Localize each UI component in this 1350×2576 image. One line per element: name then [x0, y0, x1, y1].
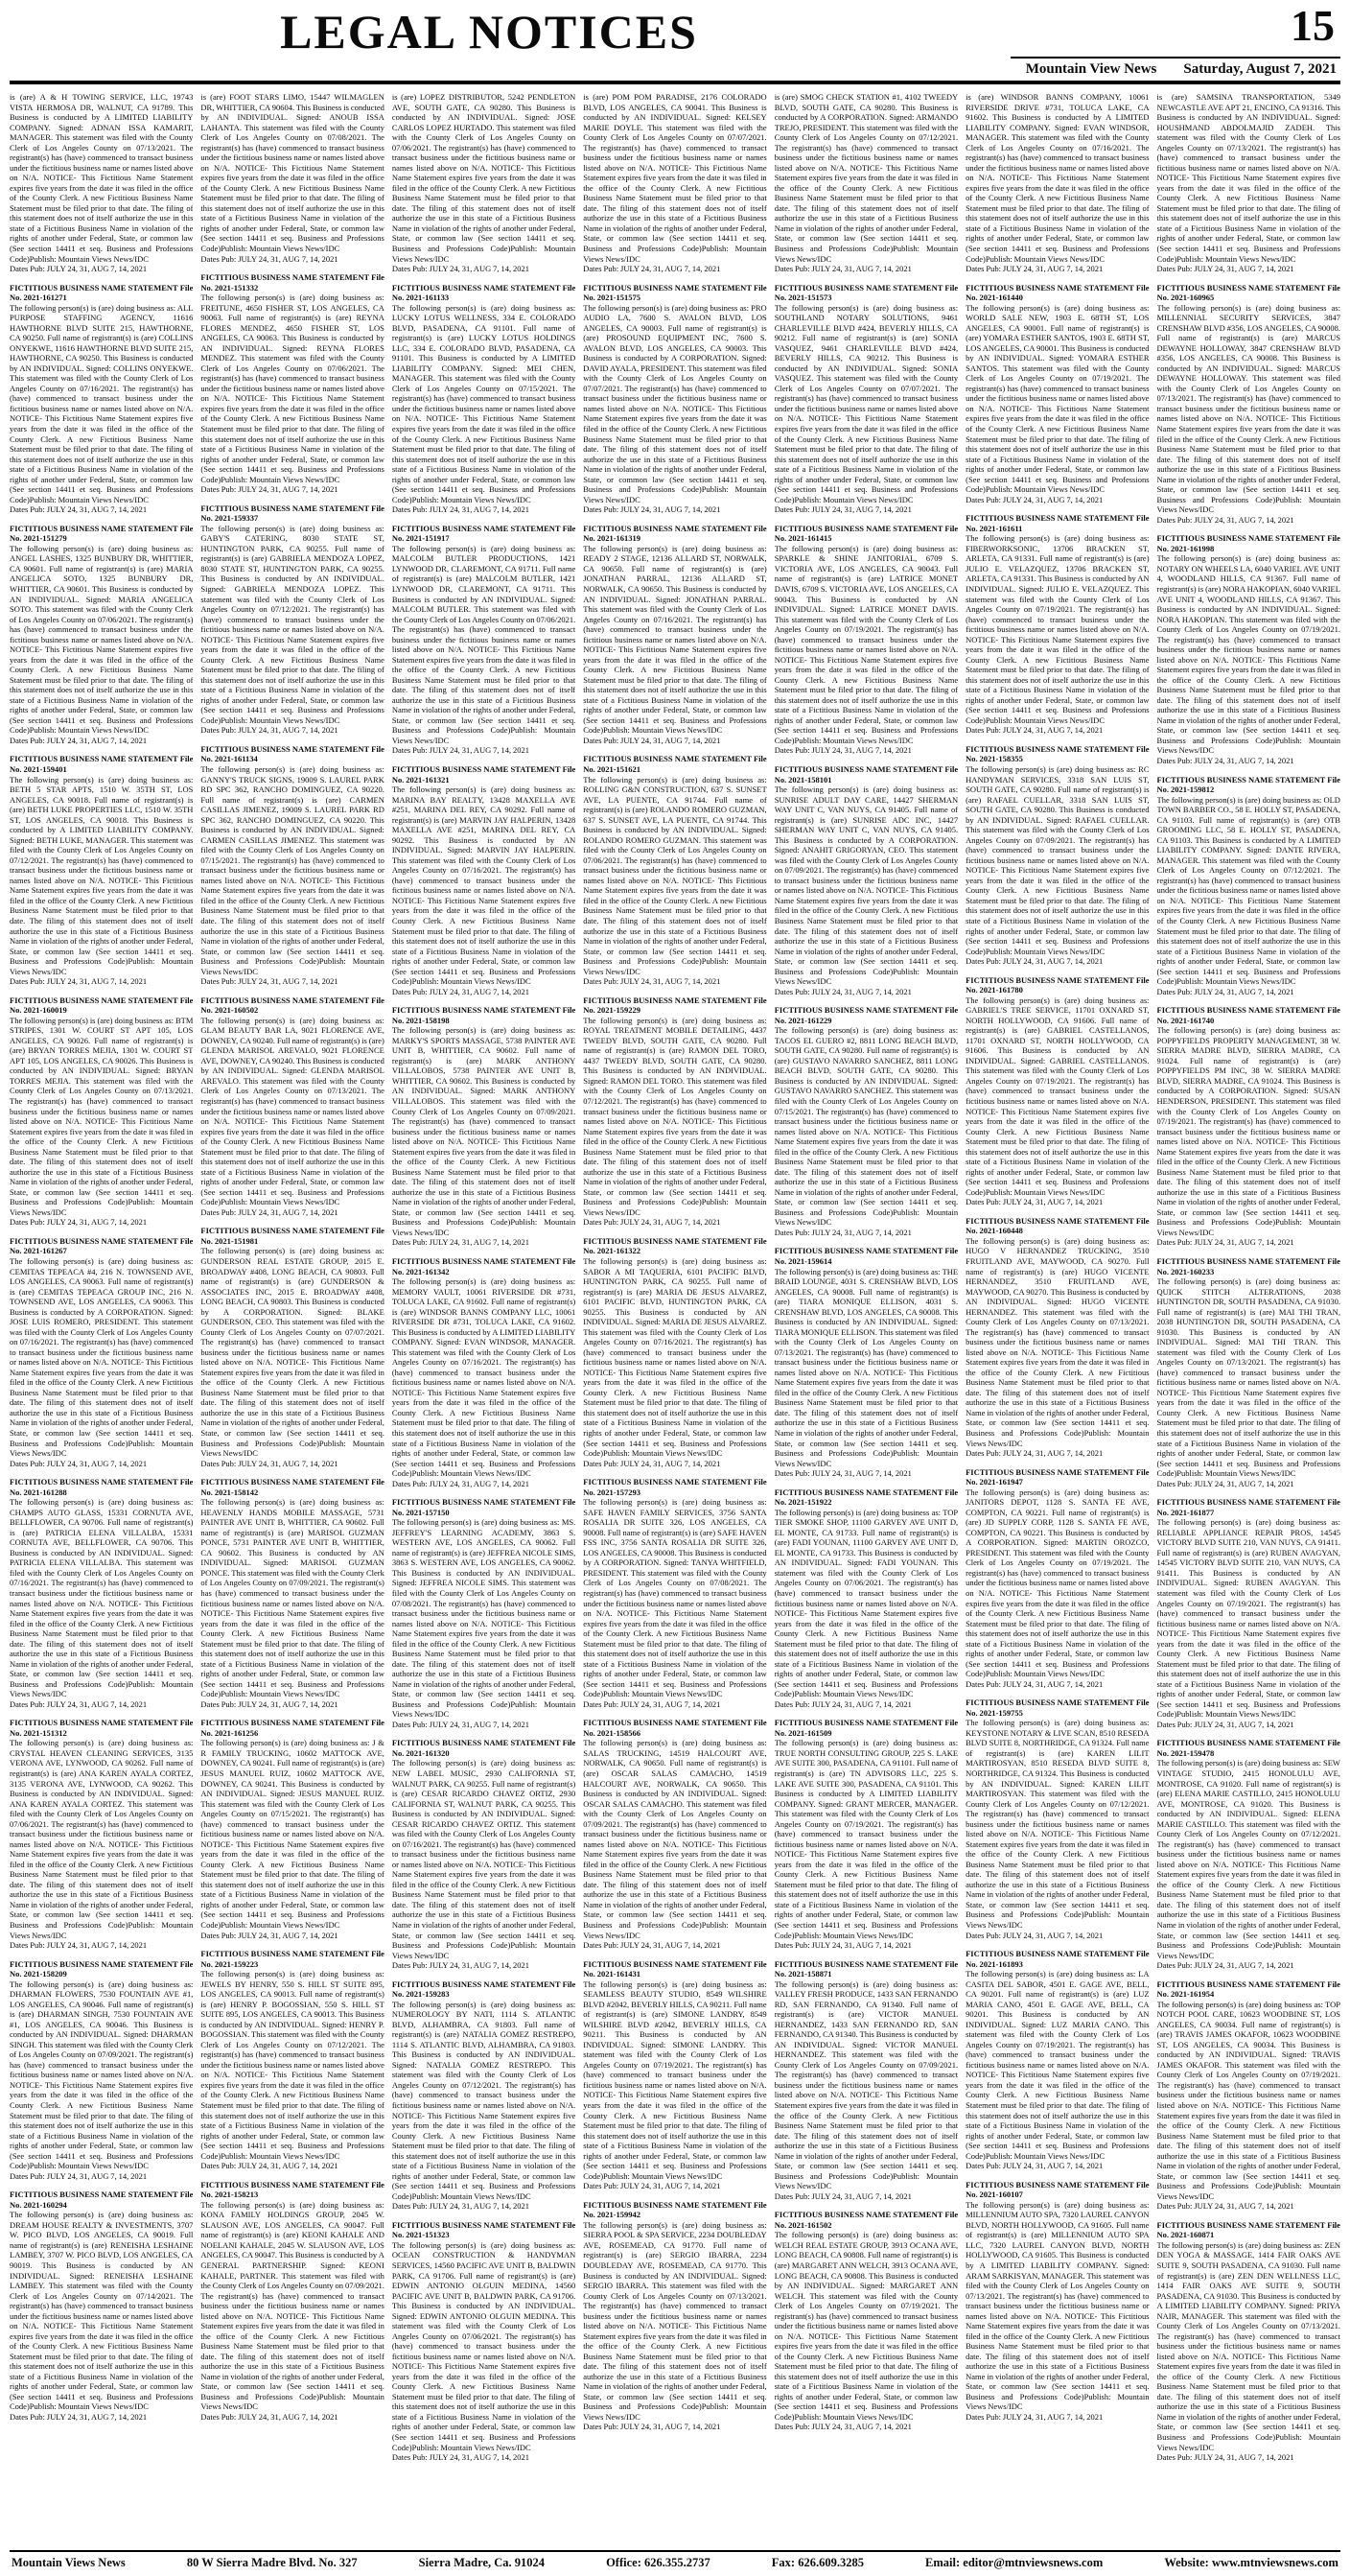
notice-body: The following person(s) is (are) doing business as: TACOS EL GUERO #2, 8811 LONG BEACH BLVD, SOUTH GATE, CA 90280. Full name of registrant(s) is (are) GUSTAVO NAVARRO SANCHEZ, 8811 LONG BEACH BLVD, SOUTH GATE, CA 90280. This Business is conducted by AN INDIVIDUAL. Signed: GUSTAVO NAVARRO SANCHEZ. This statement was filed with the County Clerk of Los Angeles County on 07/15/2021. The registrant(s) has (have) commenced to transact business under the fictitious business name or names listed above on N/A. NOTICE- This Fictitious Name Statement expires five years from the date it was filed in the office of the County Clerk. A new Fictitious Business Name Statement must be filed prior to that date. The filing of this statement does not of itself authorize the use in this state of a Fictitious Business Name in violation of the rights of another under Federal, State, or common law (See section 14411 et seq. Business and Professions Code)Publish: Mountain Views News/IDC	[774, 1025, 959, 1228]
notice-dates: Dates Pub: JULY 24, 31, AUG 7, 14, 2021	[200, 2161, 338, 2171]
legal-notice	[583, 1959, 766, 2191]
notice-dates: Dates Pub: JULY 24, 31, AUG 7, 14, 2021	[966, 264, 1104, 274]
notice-dates: Dates Pub: JULY 24, 31, AUG 7, 14, 2021	[1156, 756, 1294, 765]
legal-notice	[392, 1979, 575, 2212]
notice-dates: Dates Pub: JULY 24, 31, AUG 7, 14, 2021	[10, 1940, 148, 1951]
legal-notice	[392, 1256, 575, 1488]
legal-notice	[775, 1959, 958, 2202]
legal-notice	[10, 1959, 193, 2182]
notice-dates: Dates Pub: JULY 24, 31, AUG 7, 14, 2021	[774, 986, 912, 996]
notice-dates: Dates Pub: JULY 24, 31, AUG 7, 14, 2021	[774, 1940, 912, 1951]
notice-column-3	[392, 92, 575, 2547]
notice-column-6	[966, 92, 1149, 2547]
notice-dates: Dates Pub: JULY 24, 31, AUG 7, 14, 2021	[774, 1698, 912, 1709]
notice-dates: Dates Pub: JULY 24, 31, AUG 7, 14, 2021	[1156, 1478, 1294, 1488]
legal-notice	[392, 524, 575, 756]
notice-dates: Dates Pub: JULY 24, 31, AUG 7, 14, 2021	[966, 2411, 1104, 2422]
notice-dates: Dates Pub: JULY 24, 31, AUG 7, 14, 2021	[583, 1940, 721, 1951]
notice-heading: FICTITIOUS BUSINESS NAME STATEMENT File No. 2021-161998	[1156, 533, 1340, 553]
legal-notice	[966, 1698, 1149, 1940]
notice-heading: FICTITIOUS BUSINESS NAME STATEMENT File No. 2021-151575	[583, 282, 767, 303]
legal-notice	[1157, 1005, 1340, 1248]
notice-body: The following person(s) is (are) doing business as: MALCOLM BUTLER PRODUCTIONS, 1421 LYNWOOD DR, CLAREMONT, CA 91711. Full name of registrant(s) is (are) MALCOLM BUTLER, 1421 LYNWOOD DR, CLAREMONT, CA 91711. This Business is conducted by AN INDIVIDUAL. Signed: MALCOLM BUTLER. This statement was filed with the County Clerk of Los Angeles County on 07/06/2021. The registrant(s) has (have) commenced to transact business under the fictitious business name or names listed above on N/A. NOTICE- This Fictitious Name Statement expires five years from the date it was filed in the office of the County Clerk. A new Fictitious Business Name Statement must be filed prior to that date. The filing of this statement does not of itself authorize the use in this state of a Fictitious Business Name in violation of the rights of another under Federal, State, or common law (See section 14411 et seq. Business and Professions Code)Publish: Mountain Views News/IDC	[391, 543, 576, 745]
notice-dates: Dates Pub: JULY 24, 31, AUG 7, 14, 2021	[10, 264, 148, 274]
legal-notice	[10, 1477, 193, 1709]
legal-notice	[200, 995, 384, 1218]
notice-dates: Dates Pub: JULY 24, 31, AUG 7, 14, 2021	[391, 1719, 529, 1729]
notice-dates: Dates Pub: JULY 24, 31, AUG 7, 14, 2021	[583, 504, 721, 515]
notice-body: The following person(s) is (are) doing business as: FIBERWORKSONIC, 13706 BRACKEN ST, ARLETA, CA 91331. Full name of registrant(s) is (are) JULIO E. VELAZQUEZ, 13706 BRACKEN ST, ARLETA, CA 91331. This Business is conducted by AN INDIVIDUAL. Signed: JULIO E. VELAZQUEZ. This statement was filed with the County Clerk of Los Angeles County on 07/19/2021. The registrant(s) has (have) commenced to transact business under the fictitious business name or names listed above on N/A. NOTICE- This Fictitious Name Statement expires five years from the date it was filed in the office of the County Clerk. A new Fictitious Business Name Statement must be filed prior to that date. The filing of this statement does not of itself authorize the use in this state of a Fictitious Business Name in violation of the rights of another under Federal, State, or common law (See section 14411 et seq. Business and Professions Code)Publish: Mountain Views News/IDC	[966, 533, 1150, 725]
notice-body: The following person(s) is (are) doing business as: TOP NOTCH POOL CARE, 10623 WOODBINE ST, LOS ANGELES, CA 90034. Full name of registrant(s) is (are) TRAVIS JAMES OKAFOR, 10623 WOODBINE ST, LOS ANGELES, CA 90034. This Business is conducted by AN INDIVIDUAL. Signed: TRAVIS JAMES OKAFOR. This statement was filed with the County Clerk of Los Angeles County on 07/19/2021. The registrant(s) has (have) commenced to transact business under the fictitious business name or names listed above on N/A. NOTICE- This Fictitious Name Statement expires five years from the date it was filed in the office of the County Clerk. A new Fictitious Business Name Statement must be filed prior to that date. The filing of this statement does not of itself authorize the use in this state of a Fictitious Business Name in violation of the rights of another under Federal, State, or common law (See section 14411 et seq. Business and Professions Code)Publish: Mountain Views News/IDC	[1156, 1999, 1340, 2201]
notice-column-5	[775, 92, 958, 2547]
notice-body: The following person(s) is (are) doing business as: OLD TOWN BARBER CO., 58 E. HOLLY ST, PASADENA, CA 91103. Full name of registrant(s) is (are) OTB GROOMING LLC, 58 E. HOLLY ST, PASADENA, CA 91103. This Business is conducted by A LIMITED LIABILITY COMPANY. Signed: DANTE RIVERA, MANAGER. This statement was filed with the County Clerk of Los Angeles County on 07/12/2021. The registrant(s) has (have) commenced to transact business under the fictitious business name or names listed above on N/A. NOTICE- This Fictitious Name Statement expires five years from the date it was filed in the office of the County Clerk. A new Fictitious Business Name Statement must be filed prior to that date. The filing of this statement does not of itself authorize the use in this state of a Fictitious Business Name in violation of the rights of another under Federal, State, or common law (See section 14411 et seq. Business and Professions Code)Publish: Mountain Views News/IDC	[1156, 794, 1340, 987]
notice-body: The following person(s) is (are) doing business as: SAFE HAVEN FAMILY SERVICES, 3756 SANTA ROSALIA DR SUITE 326, LOS ANGELES, CA 90008. Full name of registrant(s) is (are) SAFE HAVEN FSS INC, 3756 SANTA ROSALIA DR SUITE 326, LOS ANGELES, CA 90008. This Business is conducted by A CORPORATION. Signed: TANYA WHITFIELD, PRESIDENT. This statement was filed with the County Clerk of Los Angeles County on 07/08/2021. The registrant(s) has (have) commenced to transact business under the fictitious business name or names listed above on N/A. NOTICE- This Fictitious Name Statement expires five years from the date it was filed in the office of the County Clerk. A new Fictitious Business Name Statement must be filed prior to that date. The filing of this statement does not of itself authorize the use in this state of a Fictitious Business Name in violation of the rights of another under Federal, State, or common law (See section 14411 et seq. Business and Professions Code)Publish: Mountain Views News/IDC	[583, 1497, 767, 1699]
legal-notice	[10, 2190, 193, 2422]
notice-body: The following person(s) is (are) doing business as: NUMEROLOGY BY NATI, 1114 S. ATLANTIC BLVD, ALHAMBRA, CA 91803. Full name of registrant(s) is (are) NATALIA GOMEZ RESTREPO, 1114 S. ATLANTIC BLVD, ALHAMBRA, CA 91803. This Business is conducted by AN INDIVIDUAL. Signed: NATALIA GOMEZ RESTREPO. This statement was filed with the County Clerk of Los Angeles County on 07/12/2021. The registrant(s) has (have) commenced to transact business under the fictitious business name or names listed above on N/A. NOTICE- This Fictitious Name Statement expires five years from the date it was filed in the office of the County Clerk. A new Fictitious Business Name Statement must be filed prior to that date. The filing of this statement does not of itself authorize the use in this state of a Fictitious Business Name in violation of the rights of another under Federal, State, or common law (See section 14411 et seq. Business and Professions Code)Publish: Mountain Views News/IDC	[391, 1999, 576, 2201]
legal-notice	[200, 272, 384, 495]
notice-dates: Dates Pub: JULY 24, 31, AUG 7, 14, 2021	[774, 745, 912, 756]
notice-body: The following person(s) is (are) doing business as: TRUE NORTH CONSULTING GROUP, 225 S. LAKE AVE SUITE 300, PASADENA, CA 91101. Full name of registrant(s) is (are) TN ADVISORS LLC, 225 S. LAKE AVE SUITE 300, PASADENA, CA 91101. This Business is conducted by A LIMITED LIABILITY COMPANY. Signed: GRANT MERCER, MANAGER. This statement was filed with the County Clerk of Los Angeles County on 07/19/2021. The registrant(s) has (have) commenced to transact business under the fictitious business name or names listed above on N/A. NOTICE- This Fictitious Name Statement expires five years from the date it was filed in the office of the County Clerk. A new Fictitious Business Name Statement must be filed prior to that date. The filing of this statement does not of itself authorize the use in this state of a Fictitious Business Name in violation of the rights of another under Federal, State, or common law (See section 14411 et seq. Business and Professions Code)Publish: Mountain Views News/IDC	[774, 1738, 959, 1940]
notice-heading: FICTITIOUS BUSINESS NAME STATEMENT File No. 2021-161256	[200, 1718, 384, 1738]
notice-heading: FICTITIOUS BUSINESS NAME STATEMENT File No. 2021-161321	[391, 764, 576, 785]
notice-body: is (are) SMOG CHECK STATION #1, 4102 TWEEDY BLVD, SOUTH GATE, CA 90280. This Business is conducted by A CORPORATION. Signed: ARMANDO TREJO, PRESIDENT. This statement was filed with the County Clerk of Los Angeles County on 07/12/2021. The registrant(s) has (have) commenced to transact business under the fictitious business name or names listed above on N/A. NOTICE- This Fictitious Name Statement expires five years from the date it was filed in the office of the County Clerk. A new Fictitious Business Name Statement must be filed prior to that date. The filing of this statement does not of itself authorize the use in this state of a Fictitious Business Name in violation of the rights of another under Federal, State, or common law (See section 14411 et seq. Business and Professions Code)Publish: Mountain Views News/IDC	[774, 92, 959, 264]
notice-heading: FICTITIOUS BUSINESS NAME STATEMENT File No. 2021-158213	[200, 2179, 384, 2200]
notice-dates: Dates Pub: JULY 24, 31, AUG 7, 14, 2021	[200, 1458, 338, 1468]
legal-notice	[583, 995, 766, 1228]
notice-heading: FICTITIOUS BUSINESS NAME STATEMENT File No. 2021-161267	[10, 1235, 194, 1256]
dateline	[1011, 57, 1340, 78]
notice-dates: Dates Pub: JULY 24, 31, AUG 7, 14, 2021	[1156, 986, 1294, 996]
legal-notice	[392, 283, 575, 515]
notice-heading: FICTITIOUS BUSINESS NAME STATEMENT File No. 2021-151279	[10, 523, 194, 544]
legal-notice	[775, 283, 958, 515]
notice-heading: FICTITIOUS BUSINESS NAME STATEMENT File No. 2021-160871	[1156, 2219, 1340, 2240]
notice-heading: FICTITIOUS BUSINESS NAME STATEMENT File No. 2021-160107	[966, 2179, 1150, 2200]
notice-dates: Dates Pub: JULY 24, 31, AUG 7, 14, 2021	[583, 1217, 721, 1228]
notice-dates: Dates Pub: JULY 24, 31, AUG 7, 14, 2021	[391, 2452, 529, 2463]
notice-dates: Dates Pub: JULY 24, 31, AUG 7, 14, 2021	[583, 1698, 721, 1709]
legal-notice	[10, 524, 193, 746]
legal-notice	[775, 2210, 958, 2432]
legal-notice	[200, 1226, 384, 1468]
footer-segment: Office: 626.355.2737	[606, 2556, 710, 2569]
notice-heading: FICTITIOUS BUSINESS NAME STATEMENT File No. 2021-159283	[391, 1979, 576, 2000]
notice-heading: FICTITIOUS BUSINESS NAME STATEMENT File No. 2021-151323	[391, 2219, 576, 2240]
notice-body: The following person(s) is (are) doing business as: POPPYFIELDS PROPERTY MANAGEMENT, 38 W. SIERRA MADRE BLVD, SIERRA MADRE, CA 91024. Full name of registrant(s) is (are) POPPYFIELDS PM INC, 38 W. SIERRA MADRE BLVD, SIERRA MADRE, CA 91024. This Business is conducted by A CORPORATION. Signed: SUSAN HENDERSON, PRESIDENT. This statement was filed with the County Clerk of Los Angeles County on 07/19/2021. The registrant(s) has (have) commenced to transact business under the fictitious business name or names listed above on N/A. NOTICE- This Fictitious Name Statement expires five years from the date it was filed in the office of the County Clerk. A new Fictitious Business Name Statement must be filed prior to that date. The filing of this statement does not of itself authorize the use in this state of a Fictitious Business Name in violation of the rights of another under Federal, State, or common law (See section 14411 et seq. Business and Professions Code)Publish: Mountain Views News/IDC	[1156, 1025, 1340, 1237]
notice-dates: Dates Pub: JULY 24, 31, AUG 7, 14, 2021	[1156, 1237, 1294, 1248]
notice-heading: FICTITIOUS BUSINESS NAME STATEMENT File No. 2021-160233	[1156, 1255, 1340, 1276]
notice-body: The following person(s) is (are) doing business as: JANITORS DEPOT, 1128 S. SANTA FE AVE, COMPTON, CA 90221. Full name of registrant(s) is (are) JD SUPPLY CORP, 1128 S. SANTA FE AVE, COMPTON, CA 90221. This Business is conducted by A CORPORATION. Signed: MARTIN OROZCO, PRESIDENT. This statement was filed with the County Clerk of Los Angeles County on 07/19/2021. The registrant(s) has (have) commenced to transact business under the fictitious business name or names listed above on N/A. NOTICE- This Fictitious Name Statement expires five years from the date it was filed in the office of the County Clerk. A new Fictitious Business Name Statement must be filed prior to that date. The filing of this statement does not of itself authorize the use in this state of a Fictitious Business Name in violation of the rights of another under Federal, State, or common law (See section 14411 et seq. Business and Professions Code)Publish: Mountain Views News/IDC	[966, 1487, 1150, 1679]
notice-heading: FICTITIOUS BUSINESS NAME STATEMENT File No. 2021-158142	[200, 1477, 384, 1497]
legal-notice	[583, 1477, 766, 1709]
notice-body: The following person(s) is (are) doing business as: GANNY'S TRUCK SIGNS, 19009 S. LAUREL PARK RD SPC 362, RANCHO DOMINGUEZ, CA 90220. Full name of registrant(s) is (are) CARMEN CASILLAS JIMENEZ, 19009 S. LAUREL PARK RD SPC 362, RANCHO DOMINGUEZ, CA 90220. This Business is conducted by AN INDIVIDUAL. Signed: CARMEN CASILLAS JIMENEZ. This statement was filed with the County Clerk of Los Angeles County on 07/15/2021. The registrant(s) has (have) commenced to transact business under the fictitious business name or names listed above on N/A. NOTICE- This Fictitious Name Statement expires five years from the date it was filed in the office of the County Clerk. A new Fictitious Business Name Statement must be filed prior to that date. The filing of this statement does not of itself authorize the use in this state of a Fictitious Business Name in violation of the rights of another under Federal, State, or common law (See section 14411 et seq. Business and Professions Code)Publish: Mountain Views News/IDC	[200, 764, 384, 976]
notice-dates: Dates Pub: JULY 24, 31, AUG 7, 14, 2021	[774, 504, 912, 515]
legal-notice	[966, 975, 1149, 1207]
notice-body: The following person(s) is (are) doing business as: ROLLING G&N CONSTRUCTION, 637 S. SUNSET AVE, LA PUENTE, CA 91744. Full name of registrant(s) is (are) ROLANDO ROMERO GUZMAN, 637 S. SUNSET AVE, LA PUENTE, CA 91744. This Business is conducted by AN INDIVIDUAL. Signed: ROLANDO ROMERO GUZMAN. This statement was filed with the County Clerk of Los Angeles County on 07/06/2021. The registrant(s) has (have) commenced to transact business under the fictitious business name or names listed above on N/A. NOTICE- This Fictitious Name Statement expires five years from the date it was filed in the office of the County Clerk. A new Fictitious Business Name Statement must be filed prior to that date. The filing of this statement does not of itself authorize the use in this state of a Fictitious Business Name in violation of the rights of another under Federal, State, or common law (See section 14411 et seq. Business and Professions Code)Publish: Mountain Views News/IDC	[583, 774, 767, 976]
notice-body: The following person(s) is (are) doing business as: READY 2 STAGE, 12136 ALLARD ST, NORWALK, CA 90650. Full name of registrant(s) is (are) JONATHAN PARRAL, 12136 ALLARD ST, NORWALK, CA 90650. This Business is conducted by AN INDIVIDUAL. Signed: JONATHAN PARRAL. This statement was filed with the County Clerk of Los Angeles County on 07/16/2021. The registrant(s) has (have) commenced to transact business under the fictitious business name or names listed above on N/A. NOTICE- This Fictitious Name Statement expires five years from the date it was filed in the office of the County Clerk. A new Fictitious Business Name Statement must be filed prior to that date. The filing of this statement does not of itself authorize the use in this state of a Fictitious Business Name in violation of the rights of another under Federal, State, or common law (See section 14411 et seq. Business and Professions Code)Publish: Mountain Views News/IDC	[583, 543, 767, 736]
notice-body: The following person(s) is (are) doing business as: CEMITAS TEPEACA #4, 216 N. TOWNSEND AVE, LOS ANGELES, CA 90063. Full name of registrant(s) is (are) CEMITAS TEPEACA GROUP INC, 216 N. TOWNSEND AVE, LOS ANGELES, CA 90063. This Business is conducted by A CORPORATION. Signed: JOSE LUIS ROMERO, PRESIDENT. This statement was filed with the County Clerk of Los Angeles County on 07/16/2021. The registrant(s) has (have) commenced to transact business under the fictitious business name or names listed above on N/A. NOTICE- This Fictitious Name Statement expires five years from the date it was filed in the office of the County Clerk. A new Fictitious Business Name Statement must be filed prior to that date. The filing of this statement does not of itself authorize the use in this state of a Fictitious Business Name in violation of the rights of another under Federal, State, or common law (See section 14411 et seq. Business and Professions Code)Publish: Mountain Views News/IDC	[10, 1255, 194, 1459]
legal-notice	[966, 1949, 1149, 2171]
notice-dates: Dates Pub: JULY 24, 31, AUG 7, 14, 2021	[10, 1217, 148, 1228]
notice-body: is (are) LOPEZ DISTRIBUTOR, 5242 PENDLETON AVE, SOUTH GATE, CA 90280. This Business is conducted by AN INDIVIDUAL. Signed: JOSE CARLOS LOPEZ HURTADO. This statement was filed with the County Clerk of Los Angeles County on 07/06/2021. The registrant(s) has (have) commenced to transact business under the fictitious business name or names listed above on N/A. NOTICE- This Fictitious Name Statement expires five years from the date it was filed in the office of the County Clerk. A new Fictitious Business Name Statement must be filed prior to that date. The filing of this statement does not of itself authorize the use in this state of a Fictitious Business Name in violation of the rights of another under Federal, State, or common law (See section 14411 et seq. Business and Professions Code)Publish: Mountain Views News/IDC	[391, 92, 576, 264]
notice-heading: FICTITIOUS BUSINESS NAME STATEMENT File No. 2021-159755	[966, 1698, 1150, 1718]
legal-notice	[966, 283, 1149, 505]
notice-dates: Dates Pub: JULY 24, 31, AUG 7, 14, 2021	[966, 494, 1104, 504]
notice-heading: FICTITIOUS BUSINESS NAME STATEMENT File No. 2021-159337	[200, 503, 384, 524]
footer-segment: Sierra Madre, Ca. 91024	[418, 2556, 546, 2569]
notice-heading: FICTITIOUS BUSINESS NAME STATEMENT File No. 2021-161342	[391, 1255, 576, 1276]
legal-notice	[392, 2220, 575, 2463]
issue-date: Saturday, August 7, 2021	[1183, 61, 1337, 77]
notice-heading: FICTITIOUS BUSINESS NAME STATEMENT File No. 2021-158209	[10, 1958, 194, 1979]
notice-heading: FICTITIOUS BUSINESS NAME STATEMENT File No. 2021-159942	[583, 2199, 767, 2220]
legal-notices-columns	[10, 84, 1340, 2547]
notice-heading: FICTITIOUS BUSINESS NAME STATEMENT File No. 2021-157150	[391, 1497, 576, 1517]
notice-body: The following person(s) is (are) doing business as: OCEAN CONSTRUCTION & HANDYMAN SERVICES, 14560 PACIFIC AVE UNIT B, BALDWIN PARK, CA 91706. Full name of registrant(s) is (are) EDWIN ANTONIO OLGUIN MEDINA, 14560 PACIFIC AVE UNIT B, BALDWIN PARK, CA 91706. This Business is conducted by AN INDIVIDUAL. Signed: EDWIN ANTONIO OLGUIN MEDINA. This statement was filed with the County Clerk of Los Angeles County on 07/06/2021. The registrant(s) has (have) commenced to transact business under the fictitious business name or names listed above on N/A. NOTICE- This Fictitious Name Statement expires five years from the date it was filed in the office of the County Clerk. A new Fictitious Business Name Statement must be filed prior to that date. The filing of this statement does not of itself authorize the use in this state of a Fictitious Business Name in violation of the rights of another under Federal, State, or common law (See section 14411 et seq. Business and Professions Code)Publish: Mountain Views News/IDC	[391, 2239, 576, 2452]
notice-heading: FICTITIOUS BUSINESS NAME STATEMENT File No. 2021-161877	[1156, 1497, 1340, 1517]
notice-body: The following person(s) is (are) doing business as: CHAMPS AUTO GLASS, 15331 CORNUTA AVE, BELLFLOWER, CA 90706. Full name of registrant(s) is (are) PATRICIA ELENA VILLALBA, 15331 CORNUTA AVE, BELLFLOWER, CA 90706. This Business is conducted by AN INDIVIDUAL. Signed: PATRICIA ELENA VILLALBA. This statement was filed with the County Clerk of Los Angeles County on 07/16/2021. The registrant(s) has (have) commenced to transact business under the fictitious business name or names listed above on N/A. NOTICE- This Fictitious Name Statement expires five years from the date it was filed in the office of the County Clerk. A new Fictitious Business Name Statement must be filed prior to that date. The filing of this statement does not of itself authorize the use in this state of a Fictitious Business Name in violation of the rights of another under Federal, State, or common law (See section 14411 et seq. Business and Professions Code)Publish: Mountain Views News/IDC	[10, 1497, 194, 1699]
legal-notice-continued	[392, 92, 575, 274]
legal-notice-continued	[583, 92, 766, 274]
notice-body: The following person(s) is (are) doing business as: QUICK STITCH ALTERATIONS, 2038 HUNTINGTON DR, SOUTH PASADENA, CA 91030. Full name of registrant(s) is (are) MAI THI TRAN, 2038 HUNTINGTON DR, SOUTH PASADENA, CA 91030. This Business is conducted by AN INDIVIDUAL. Signed: MAI THI TRAN. This statement was filed with the County Clerk of Los Angeles County on 07/13/2021. The registrant(s) has (have) commenced to transact business under the fictitious business name or names listed above on N/A. NOTICE- This Fictitious Name Statement expires five years from the date it was filed in the office of the County Clerk. A new Fictitious Business Name Statement must be filed prior to that date. The filing of this statement does not of itself authorize the use in this state of a Fictitious Business Name in violation of the rights of another under Federal, State, or common law (See section 14411 et seq. Business and Professions Code)Publish: Mountain Views News/IDC	[1156, 1276, 1340, 1479]
notice-body: is (are) FOOT STARS LIMO, 15447 WILMAGLEN DR, WHITTIER, CA 90604. This Business is conducted by AN INDIVIDUAL. Signed: ANOUB ISSA LAHANTA. This statement was filed with the County Clerk of Los Angeles County on 07/08/2021. The registrant(s) has (have) commenced to transact business under the fictitious business name or names listed above on N/A. NOTICE- This Fictitious Name Statement expires five years from the date it was filed in the office of the County Clerk. A new Fictitious Business Name Statement must be filed prior to that date. The filing of this statement does not of itself authorize the use in this state of a Fictitious Business Name in violation of the rights of another under Federal, State, or common law (See section 14411 et seq. Business and Professions Code)Publish: Mountain Views News/IDC	[200, 92, 384, 253]
notice-dates: Dates Pub: JULY 24, 31, AUG 7, 14, 2021	[966, 1678, 1104, 1689]
notice-dates: Dates Pub: JULY 24, 31, AUG 7, 14, 2021	[966, 1448, 1104, 1459]
notice-column-2	[200, 92, 384, 2547]
notice-body: The following person(s) is (are) doing business as: SPARKLE & SHINE JANITORIAL, 6709 S. VICTORIA AVE, LOS ANGELES, CA 90043. Full name of registrant(s) is (are) LATRICE MONET DAVIS, 6709 S. VICTORIA AVE, LOS ANGELES, CA 90043. This Business is conducted by AN INDIVIDUAL. Signed: LATRICE MONET DAVIS. This statement was filed with the County Clerk of Los Angeles County on 07/19/2021. The registrant(s) has (have) commenced to transact business under the fictitious business name or names listed above on N/A. NOTICE- This Fictitious Name Statement expires five years from the date it was filed in the office of the County Clerk. A new Fictitious Business Name Statement must be filed prior to that date. The filing of this statement does not of itself authorize the use in this state of a Fictitious Business Name in violation of the rights of another under Federal, State, or common law (See section 14411 et seq. Business and Professions Code)Publish: Mountain Views News/IDC	[774, 543, 959, 745]
legal-notice	[1157, 533, 1340, 765]
notice-dates: Dates Pub: JULY 24, 31, AUG 7, 14, 2021	[1156, 2452, 1294, 2463]
notice-body: The following person(s) is (are) doing business as: SUNRISE ADULT DAY CARE, 14427 SHERMAN WAY UNIT C, VAN NUYS, CA 91405. Full name of registrant(s) is (are) SUNRISE ADC INC, 14427 SHERMAN WAY UNIT C, VAN NUYS, CA 91405. This Business is conducted by A CORPORATION. Signed: ANAHIT GRIGORYAN, CEO. This statement was filed with the County Clerk of Los Angeles County on 07/09/2021. The registrant(s) has (have) commenced to transact business under the fictitious business name or names listed above on N/A. NOTICE- This Fictitious Name Statement expires five years from the date it was filed in the office of the County Clerk. A new Fictitious Business Name Statement must be filed prior to that date. The filing of this statement does not of itself authorize the use in this state of a Fictitious Business Name in violation of the rights of another under Federal, State, or common law (See section 14411 et seq. Business and Professions Code)Publish: Mountain Views News/IDC	[774, 785, 959, 987]
notice-body: The following person(s) is (are) doing business as: CRYSTAL HEAVEN CLEANING SERVICES, 3135 VERONA AVE, LYNWOOD, CA 90262. Full name of registrant(s) is (are) ANA KAREN AYALA CORTEZ, 3135 VERONA AVE, LYNWOOD, CA 90262. This Business is conducted by AN INDIVIDUAL. Signed: ANA KAREN AYALA CORTEZ. This statement was filed with the County Clerk of Los Angeles County on 07/06/2021. The registrant(s) has (have) commenced to transact business under the fictitious business name or names listed above on N/A. NOTICE- This Fictitious Name Statement expires five years from the date it was filed in the office of the County Clerk. A new Fictitious Business Name Statement must be filed prior to that date. The filing of this statement does not of itself authorize the use in this state of a Fictitious Business Name in violation of the rights of another under Federal, State, or common law (See section 14411 et seq. Business and Professions Code)Publish: Mountain Views News/IDC	[10, 1738, 194, 1940]
notice-heading: FICTITIOUS BUSINESS NAME STATEMENT File No. 2021-159614	[774, 1246, 959, 1266]
notice-body: The following person(s) is (are) doing business as: SEW VINTAGE STUDIO, 2415 HONOLULU AVE, MONTROSE, CA 91020. Full name of registrant(s) is (are) ELENA MARIE CASTILLO, 2415 HONOLULU AVE, MONTROSE, CA 91020. This Business is conducted by AN INDIVIDUAL. Signed: ELENA MARIE CASTILLO. This statement was filed with the County Clerk of Los Angeles County on 07/12/2021. The registrant(s) has (have) commenced to transact business under the fictitious business name or names listed above on N/A. NOTICE- This Fictitious Name Statement expires five years from the date it was filed in the office of the County Clerk. A new Fictitious Business Name Statement must be filed prior to that date. The filing of this statement does not of itself authorize the use in this state of a Fictitious Business Name in violation of the rights of another under Federal, State, or common law (See section 14411 et seq. Business and Professions Code)Publish: Mountain Views News/IDC	[1156, 1758, 1340, 1960]
notice-dates: Dates Pub: JULY 24, 31, AUG 7, 14, 2021	[1156, 514, 1294, 525]
notice-dates: Dates Pub: JULY 24, 31, AUG 7, 14, 2021	[774, 1227, 912, 1237]
legal-notice	[200, 744, 384, 987]
notice-body: The following person(s) is (are) doing business as: BETH 5 STAR APTS, 1510 W. 35TH ST, LOS ANGELES, CA 90018. Full name of registrant(s) is (are) BETH LUKE PROPERTIES LLC, 1510 W. 35TH ST, LOS ANGELES, CA 90018. This Business is conducted by A LIMITED LIABILITY COMPANY. Signed: BETH LUKE, MANAGER. This statement was filed with the County Clerk of Los Angeles County on 07/12/2021. The registrant(s) has (have) commenced to transact business under the fictitious business name or names listed above on N/A. NOTICE- This Fictitious Name Statement expires five years from the date it was filed in the office of the County Clerk. A new Fictitious Business Name Statement must be filed prior to that date. The filing of this statement does not of itself authorize the use in this state of a Fictitious Business Name in violation of the rights of another under Federal, State, or common law (See section 14411 et seq. Business and Professions Code)Publish: Mountain Views News/IDC	[10, 774, 194, 976]
notice-body: The following person(s) is (are) doing business as: WORLD SALE NEW, 1903 E. 68TH ST, LOS ANGELES, CA 90001. Full name of registrant(s) is (are) YOMARA ESTHER SANTOS, 1903 E. 68TH ST, LOS ANGELES, CA 90001. This Business is conducted by AN INDIVIDUAL. Signed: YOMARA ESTHER SANTOS. This statement was filed with the County Clerk of Los Angeles County on 07/19/2021. The registrant(s) has (have) commenced to transact business under the fictitious business name or names listed above on N/A. NOTICE- This Fictitious Name Statement expires five years from the date it was filed in the office of the County Clerk. A new Fictitious Business Name Statement must be filed prior to that date. The filing of this statement does not of itself authorize the use in this state of a Fictitious Business Name in violation of the rights of another under Federal, State, or common law (See section 14411 et seq. Business and Professions Code)Publish: Mountain Views News/IDC	[966, 302, 1150, 495]
legal-notice	[1157, 1738, 1340, 1970]
notice-body: The following person(s) is (are) doing business as: THE BRAID LOUNGE, 4031 S. CRENSHAW BLVD, LOS ANGELES, CA 90008. Full name of registrant(s) is (are) TIARA MONIQUE ELLISON, 4031 S. CRENSHAW BLVD, LOS ANGELES, CA 90008. This Business is conducted by AN INDIVIDUAL. Signed: TIARA MONIQUE ELLISON. This statement was filed with the County Clerk of Los Angeles County on 07/13/2021. The registrant(s) has (have) commenced to transact business under the fictitious business name or names listed above on N/A. NOTICE- This Fictitious Name Statement expires five years from the date it was filed in the office of the County Clerk. A new Fictitious Business Name Statement must be filed prior to that date. The filing of this statement does not of itself authorize the use in this state of a Fictitious Business Name in violation of the rights of another under Federal, State, or common law (See section 14411 et seq. Business and Professions Code)Publish: Mountain Views News/IDC	[774, 1266, 959, 1468]
legal-notice	[583, 1236, 766, 1468]
notice-dates: Dates Pub: JULY 24, 31, AUG 7, 14, 2021	[10, 735, 148, 745]
notice-dates: Dates Pub: JULY 24, 31, AUG 7, 14, 2021	[583, 264, 721, 274]
notice-heading: FICTITIOUS BUSINESS NAME STATEMENT File No. 2021-160965	[1156, 282, 1340, 303]
legal-notice	[775, 1005, 958, 1237]
legal-notice	[10, 1718, 193, 1950]
notice-heading: FICTITIOUS BUSINESS NAME STATEMENT File No. 2021-158101	[774, 764, 959, 785]
notice-body: The following person(s) is (are) doing business as: DREAM HOUSE REALTY & INVESTMENTS, 3707 W. PICO BLVD, LOS ANGELES, CA 90019. Full name of registrant(s) is (are) RENEISHA LESHAINE LAMBEY, 3707 W. PICO BLVD, LOS ANGELES, CA 90019. This Business is conducted by AN INDIVIDUAL. Signed: RENEISHA LESHAINE LAMBEY. This statement was filed with the County Clerk of Los Angeles County on 07/14/2021. The registrant(s) has (have) commenced to transact business under the fictitious business name or names listed above on N/A. NOTICE- This Fictitious Name Statement expires five years from the date it was filed in the office of the County Clerk. A new Fictitious Business Name Statement must be filed prior to that date. The filing of this statement does not of itself authorize the use in this state of a Fictitious Business Name in violation of the rights of another under Federal, State, or common law (See section 14411 et seq. Business and Professions Code)Publish: Mountain Views News/IDC	[10, 2210, 194, 2412]
legal-notice	[392, 1738, 575, 1970]
notice-heading: FICTITIOUS BUSINESS NAME STATEMENT File No. 2021-151917	[391, 523, 576, 544]
notice-heading: FICTITIOUS BUSINESS NAME STATEMENT File No. 2021-161509	[774, 1718, 959, 1738]
notice-heading: FICTITIOUS BUSINESS NAME STATEMENT File No. 2021-151621	[583, 754, 767, 774]
legal-notice	[775, 1487, 958, 1710]
notice-heading: FICTITIOUS BUSINESS NAME STATEMENT File No. 2021-158355	[966, 743, 1150, 764]
notice-dates: Dates Pub: JULY 24, 31, AUG 7, 14, 2021	[966, 2161, 1104, 2171]
notice-dates: Dates Pub: JULY 24, 31, AUG 7, 14, 2021	[1156, 264, 1294, 274]
notice-dates: Dates Pub: JULY 24, 31, AUG 7, 14, 2021	[391, 986, 529, 996]
notice-dates: Dates Pub: JULY 24, 31, AUG 7, 14, 2021	[1156, 2201, 1294, 2212]
notice-body: is (are) SAMSINA TRANSPORTATION, 5349 NEWCASTLE AVE APT 21, ENCINO, CA 91316. This Business is conducted by AN INDIVIDUAL. Signed: HOUSHMAND ABDOLMAJID ZADEH. This statement was filed with the County Clerk of Los Angeles County on 07/13/2021. The registrant(s) has (have) commenced to transact business under the fictitious business name or names listed above on N/A. NOTICE- This Fictitious Name Statement expires five years from the date it was filed in the office of the County Clerk. A new Fictitious Business Name Statement must be filed prior to that date. The filing of this statement does not of itself authorize the use in this state of a Fictitious Business Name in violation of the rights of another under Federal, State, or common law (See section 14411 et seq. Business and Professions Code)Publish: Mountain Views News/IDC	[1156, 92, 1340, 264]
notice-dates: Dates Pub: JULY 24, 31, AUG 7, 14, 2021	[10, 2170, 148, 2181]
notice-heading: FICTITIOUS BUSINESS NAME STATEMENT File No. 2021-159812	[1156, 774, 1340, 795]
notice-body: The following person(s) is (are) doing business as: MILLENNIAL SECURITY SERVICES, 3847 CRENSHAW BLVD #356, LOS ANGELES, CA 90008. Full name of registrant(s) is (are) MARCUS DEWAYNE HOLLOWAY, 3847 CRENSHAW BLVD #356, LOS ANGELES, CA 90008. This Business is conducted by AN INDIVIDUAL. Signed: MARCUS DEWAYNE HOLLOWAY. This statement was filed with the County Clerk of Los Angeles County on 07/13/2021. The registrant(s) has (have) commenced to transact business under the fictitious business name or names listed above on N/A. NOTICE- This Fictitious Name Statement expires five years from the date it was filed in the office of the County Clerk. A new Fictitious Business Name Statement must be filed prior to that date. The filing of this statement does not of itself authorize the use in this state of a Fictitious Business Name in violation of the rights of another under Federal, State, or common law (See section 14411 et seq. Business and Professions Code)Publish: Mountain Views News/IDC	[1156, 302, 1340, 515]
notice-body: The following person(s) is (are) doing business as: JEWELS BY HENRY, 550 S. HILL ST SUITE 895, LOS ANGELES, CA 90013. Full name of registrant(s) is (are) HENRY P. BOGOSSIAN, 550 S. HILL ST SUITE 895, LOS ANGELES, CA 90013. This Business is conducted by AN INDIVIDUAL. Signed: HENRY P. BOGOSSIAN. This statement was filed with the County Clerk of Los Angeles County on 07/12/2021. The registrant(s) has (have) commenced to transact business under the fictitious business name or names listed above on N/A. NOTICE- This Fictitious Name Statement expires five years from the date it was filed in the office of the County Clerk. A new Fictitious Business Name Statement must be filed prior to that date. The filing of this statement does not of itself authorize the use in this state of a Fictitious Business Name in violation of the rights of another under Federal, State, or common law (See section 14411 et seq. Business and Professions Code)Publish: Mountain Views News/IDC	[200, 1969, 384, 2161]
notice-heading: FICTITIOUS BUSINESS NAME STATEMENT File No. 2021-161133	[391, 282, 576, 303]
legal-notice-continued	[775, 92, 958, 274]
notice-dates: Dates Pub: JULY 24, 31, AUG 7, 14, 2021	[10, 504, 148, 515]
notice-heading: FICTITIOUS BUSINESS NAME STATEMENT File No. 2021-151981	[200, 1226, 384, 1246]
notice-dates: Dates Pub: JULY 24, 31, AUG 7, 14, 2021	[391, 745, 529, 756]
notice-body: The following person(s) is (are) doing business as: LUCKY LOTUS WELLNESS, 334 E. COLORADO BLVD, PASADENA, CA 91101. Full name of registrant(s) is (are) LUCKY LOTUS HOLDINGS LLC, 334 E. COLORADO BLVD, PASADENA, CA 91101. This Business is conducted by A LIMITED LIABILITY COMPANY. Signed: MEI CHEN, MANAGER. This statement was filed with the County Clerk of Los Angeles County on 07/15/2021. The registrant(s) has (have) commenced to transact business under the fictitious business name or names listed above on N/A. NOTICE- This Fictitious Name Statement expires five years from the date it was filed in the office of the County Clerk. A new Fictitious Business Name Statement must be filed prior to that date. The filing of this statement does not of itself authorize the use in this state of a Fictitious Business Name in violation of the rights of another under Federal, State, or common law (See section 14411 et seq. Business and Professions Code)Publish: Mountain Views News/IDC	[391, 302, 576, 504]
notice-dates: Dates Pub: JULY 24, 31, AUG 7, 14, 2021	[583, 976, 721, 987]
notice-heading: FICTITIOUS BUSINESS NAME STATEMENT File No. 2021-161134	[200, 743, 384, 764]
notice-body: The following person(s) is (are) doing business as: GUNDERSON REAL ESTATE GROUP, 2015 E. BROADWAY #408, LONG BEACH, CA 90803. Full name of registrant(s) is (are) GUNDERSON & ASSOCIATES INC, 2015 E. BROADWAY #408, LONG BEACH, CA 90803. This Business is conducted by A CORPORATION. Signed: BLAKE GUNDERSON, CEO. This statement was filed with the County Clerk of Los Angeles County on 07/07/2021. The registrant(s) has (have) commenced to transact business under the fictitious business name or names listed above on N/A. NOTICE- This Fictitious Name Statement expires five years from the date it was filed in the office of the County Clerk. A new Fictitious Business Name Statement must be filed prior to that date. The filing of this statement does not of itself authorize the use in this state of a Fictitious Business Name in violation of the rights of another under Federal, State, or common law (See section 14411 et seq. Business and Professions Code)Publish: Mountain Views News/IDC	[200, 1246, 384, 1459]
notice-heading: FICTITIOUS BUSINESS NAME STATEMENT File No. 2021-161502	[774, 2210, 959, 2230]
notice-heading: FICTITIOUS BUSINESS NAME STATEMENT File No. 2021-159229	[583, 995, 767, 1016]
legal-notice	[1157, 1497, 1340, 1729]
notice-column-1	[10, 92, 193, 2547]
footer-segment: Website: www.mtnviewsnews.com	[1164, 2556, 1338, 2569]
notice-heading: FICTITIOUS BUSINESS NAME STATEMENT File No. 2021-158566	[583, 1718, 767, 1738]
notice-body: The following person(s) is (are) doing business as: DHARMAN FLOWERS, 7530 FOUNTAIN AVE #1, LOS ANGELES, CA 90046. Full name of registrant(s) is (are) DHARMAN SINGH, 7530 FOUNTAIN AVE #1, LOS ANGELES, CA 90046. This Business is conducted by AN INDIVIDUAL. Signed: DHARMAN SINGH. This statement was filed with the County Clerk of Los Angeles County on 07/09/2021. The registrant(s) has (have) commenced to transact business under the fictitious business name or names listed above on N/A. NOTICE- This Fictitious Name Statement expires five years from the date it was filed in the office of the County Clerk. A new Fictitious Business Name Statement must be filed prior to that date. The filing of this statement does not of itself authorize the use in this state of a Fictitious Business Name in violation of the rights of another under Federal, State, or common law (See section 14411 et seq. Business and Professions Code)Publish: Mountain Views News/IDC	[10, 1979, 194, 2171]
notice-dates: Dates Pub: JULY 24, 31, AUG 7, 14, 2021	[200, 1698, 338, 1709]
notice-body: The following person(s) is (are) doing business as: GABRIEL'S TREE SERVICE, 11701 OXNARD ST, NORTH HOLLYWOOD, CA 91606. Full name of registrant(s) is (are) GABRIEL CASTELLANOS, 11701 OXNARD ST, NORTH HOLLYWOOD, CA 91606. This Business is conducted by AN INDIVIDUAL. Signed: GABRIEL CASTELLANOS. This statement was filed with the County Clerk of Los Angeles County on 07/19/2021. The registrant(s) has (have) commenced to transact business under the fictitious business name or names listed above on N/A. NOTICE- This Fictitious Name Statement expires five years from the date it was filed in the office of the County Clerk. A new Fictitious Business Name Statement must be filed prior to that date. The filing of this statement does not of itself authorize the use in this state of a Fictitious Business Name in violation of the rights of another under Federal, State, or common law (See section 14411 et seq. Business and Professions Code)Publish: Mountain Views News/IDC	[966, 995, 1150, 1197]
notice-body: The following person(s) is (are) doing business as: VALLEY FRESH PRODUCE, 1433 SAN FERNANDO RD, SAN FERNANDO, CA 91340. Full name of registrant(s) is (are) VICTOR MANUEL HERNANDEZ, 1433 SAN FERNANDO RD, SAN FERNANDO, CA 91340. This Business is conducted by AN INDIVIDUAL. Signed: VICTOR MANUEL HERNANDEZ. This statement was filed with the County Clerk of Los Angeles County on 07/09/2021. The registrant(s) has (have) commenced to transact business under the fictitious business name or names listed above on N/A. NOTICE- This Fictitious Name Statement expires five years from the date it was filed in the office of the County Clerk. A new Fictitious Business Name Statement must be filed prior to that date. The filing of this statement does not of itself authorize the use in this state of a Fictitious Business Name in violation of the rights of another under Federal, State, or common law (See section 14411 et seq. Business and Professions Code)Publish: Mountain Views News/IDC	[774, 1979, 959, 2191]
notice-body: The following person(s) is (are) doing business as: KONA FAMILY HOLDINGS GROUP, 2045 W. SLAUSON AVE, LOS ANGELES, CA 90047. Full name of registrant(s) is (are) KEONI KAHALE AND NOELANI KAHALE, 2045 W. SLAUSON AVE, LOS ANGELES, CA 90047. This Business is conducted by A GENERAL PARTNERSHIP. Signed: KEONI KAHALE, PARTNER. This statement was filed with the County Clerk of Los Angeles County on 07/09/2021. The registrant(s) has (have) commenced to transact business under the fictitious business name or names listed above on N/A. NOTICE- This Fictitious Name Statement expires five years from the date it was filed in the office of the County Clerk. A new Fictitious Business Name Statement must be filed prior to that date. The filing of this statement does not of itself authorize the use in this state of a Fictitious Business Name in violation of the rights of another under Federal, State, or common law (See section 14411 et seq. Business and Professions Code)Publish: Mountain Views News/IDC	[200, 2199, 384, 2412]
legal-notice	[1157, 1979, 1340, 2212]
notice-dates: Dates Pub: JULY 24, 31, AUG 7, 14, 2021	[200, 484, 338, 495]
legal-notice	[10, 1236, 193, 1468]
legal-notice	[775, 1718, 958, 1950]
notice-body: The following person(s) is (are) doing business as: FREITUNE, 4650 FISHER ST, LOS ANGELES, CA 90063. Full name of registrant(s) is (are) REYNA FLORES MENDEZ, 4650 FISHER ST, LOS ANGELES, CA 90063. This Business is conducted by AN INDIVIDUAL. Signed: REYNA FLORES MENDEZ. This statement was filed with the County Clerk of Los Angeles County on 07/06/2021. The registrant(s) has (have) commenced to transact business under the fictitious business name or names listed above on N/A. NOTICE- This Fictitious Name Statement expires five years from the date it was filed in the office of the County Clerk. A new Fictitious Business Name Statement must be filed prior to that date. The filing of this statement does not of itself authorize the use in this state of a Fictitious Business Name in violation of the rights of another under Federal, State, or common law (See section 14411 et seq. Business and Professions Code)Publish: Mountain Views News/IDC	[200, 293, 384, 484]
notice-dates: Dates Pub: JULY 24, 31, AUG 7, 14, 2021	[10, 2411, 148, 2422]
notice-heading: FICTITIOUS BUSINESS NAME STATEMENT File No. 2021-161320	[391, 1738, 576, 1758]
legal-notice	[966, 2180, 1149, 2423]
legal-notice	[775, 524, 958, 756]
notice-heading: FICTITIOUS BUSINESS NAME STATEMENT File No. 2021-159478	[1156, 1738, 1340, 1758]
legal-notice-continued	[966, 92, 1149, 274]
legal-notice	[583, 2200, 766, 2432]
notice-dates: Dates Pub: JULY 24, 31, AUG 7, 14, 2021	[774, 2190, 912, 2201]
notice-dates: Dates Pub: JULY 24, 31, AUG 7, 14, 2021	[774, 1468, 912, 1479]
notice-body: is (are) A & H TOWING SERVICE, LLC, 19743 VISTA HERMOSA DR, WALNUT, CA 91789. This Business is conducted by A LIMITED LIABILITY COMPANY. Signed: ADNAN ISSA KAMARIT, MANAGER. This statement was filed with the County Clerk of Los Angeles County on 07/13/2021. The registrant(s) has (have) commenced to transact business under the fictitious business name or names listed above on N/A. NOTICE- This Fictitious Name Statement expires five years from the date it was filed in the office of the County Clerk. A new Fictitious Business Name Statement must be filed prior to that date. The filing of this statement does not of itself authorize the use in this state of a Fictitious Business Name in violation of the rights of another under Federal, State, or common law (See section 14411 et seq. Business and Professions Code)Publish: Mountain Views News/IDC	[10, 92, 194, 264]
notice-body: The following person(s) is (are) doing business as: SALAS TRUCKING, 14519 HALCOURT AVE, NORWALK, CA 90650. Full name of registrant(s) is (are) OSCAR SALAS CAMACHO, 14519 HALCOURT AVE, NORWALK, CA 90650. This Business is conducted by AN INDIVIDUAL. Signed: OSCAR SALAS CAMACHO. This statement was filed with the County Clerk of Los Angeles County on 07/09/2021. The registrant(s) has (have) commenced to transact business under the fictitious business name or names listed above on N/A. NOTICE- This Fictitious Name Statement expires five years from the date it was filed in the office of the County Clerk. A new Fictitious Business Name Statement must be filed prior to that date. The filing of this statement does not of itself authorize the use in this state of a Fictitious Business Name in violation of the rights of another under Federal, State, or common law (See section 14411 et seq. Business and Professions Code)Publish: Mountain Views News/IDC	[583, 1738, 767, 1940]
page-footer	[10, 2550, 1340, 2572]
notice-heading: FICTITIOUS BUSINESS NAME STATEMENT File No. 2021-161431	[583, 1958, 767, 1979]
notice-dates: Dates Pub: JULY 24, 31, AUG 7, 14, 2021	[966, 1197, 1104, 1207]
notice-heading: FICTITIOUS BUSINESS NAME STATEMENT File No. 2021-161271	[10, 282, 194, 303]
legal-notice	[200, 1718, 384, 1940]
notice-body: The following person(s) is (are) doing business as: NOTARY ON WHEELS LA, 6040 VARIEL AVE UNIT 4, WOODLAND HILLS, CA 91367. Full name of registrant(s) is (are) NORA HAKOPIAN, 6040 VARIEL AVE UNIT 4, WOODLAND HILLS, CA 91367. This Business is conducted by AN INDIVIDUAL. Signed: NORA HAKOPIAN. This statement was filed with the County Clerk of Los Angeles County on 07/19/2021. The registrant(s) has (have) commenced to transact business under the fictitious business name or names listed above on N/A. NOTICE- This Fictitious Name Statement expires five years from the date it was filed in the office of the County Clerk. A new Fictitious Business Name Statement must be filed prior to that date. The filing of this statement does not of itself authorize the use in this state of a Fictitious Business Name in violation of the rights of another under Federal, State, or common law (See section 14411 et seq. Business and Professions Code)Publish: Mountain Views News/IDC	[1156, 553, 1340, 756]
legal-notice	[1157, 1256, 1340, 1488]
notice-heading: FICTITIOUS BUSINESS NAME STATEMENT File No. 2021-151312	[10, 1718, 194, 1738]
legal-notice	[775, 764, 958, 996]
legal-notice	[1157, 775, 1340, 997]
notice-body: The following person(s) is (are) doing business as: ROYAL TREATMENT MOBILE DETAILING, 4437 TWEEDY BLVD, SOUTH GATE, CA 90280. Full name of registrant(s) is (are) RAMON DEL TORO, 4437 TWEEDY BLVD, SOUTH GATE, CA 90280. This Business is conducted by AN INDIVIDUAL. Signed: RAMON DEL TORO. This statement was filed with the County Clerk of Los Angeles County on 07/12/2021. The registrant(s) has (have) commenced to transact business under the fictitious business name or names listed above on N/A. NOTICE- This Fictitious Name Statement expires five years from the date it was filed in the office of the County Clerk. A new Fictitious Business Name Statement must be filed prior to that date. The filing of this statement does not of itself authorize the use in this state of a Fictitious Business Name in violation of the rights of another under Federal, State, or common law (See section 14411 et seq. Business and Professions Code)Publish: Mountain Views News/IDC	[583, 1015, 767, 1217]
notice-column-4	[583, 92, 766, 2547]
notice-body: The following person(s) is (are) doing business as: SOUTHLAND NOTARY SOLUTIONS, 9461 CHARLEVILLE BLVD #424, BEVERLY HILLS, CA 90212. Full name of registrant(s) is (are) SONIA VASQUEZ, 9461 CHARLEVILLE BLVD #424, BEVERLY HILLS, CA 90212. This Business is conducted by AN INDIVIDUAL. Signed: SONIA VASQUEZ. This statement was filed with the County Clerk of Los Angeles County on 07/07/2021. The registrant(s) has (have) commenced to transact business under the fictitious business name or names listed above on N/A. NOTICE- This Fictitious Name Statement expires five years from the date it was filed in the office of the County Clerk. A new Fictitious Business Name Statement must be filed prior to that date. The filing of this statement does not of itself authorize the use in this state of a Fictitious Business Name in violation of the rights of another under Federal, State, or common law (See section 14411 et seq. Business and Professions Code)Publish: Mountain Views News/IDC	[774, 302, 959, 504]
notice-body: The following person(s) is (are) doing business as: SIERRA POOL & SPA SERVICE, 2234 DOUBLEDAY AVE, ROSEMEAD, CA 91770. Full name of registrant(s) is (are) SERGIO IBARRA, 2234 DOUBLEDAY AVE, ROSEMEAD, CA 91770. This Business is conducted by AN INDIVIDUAL. Signed: SERGIO IBARRA. This statement was filed with the County Clerk of Los Angeles County on 07/13/2021. The registrant(s) has (have) commenced to transact business under the fictitious business name or names listed above on N/A. NOTICE- This Fictitious Name Statement expires five years from the date it was filed in the office of the County Clerk. A new Fictitious Business Name Statement must be filed prior to that date. The filing of this statement does not of itself authorize the use in this state of a Fictitious Business Name in violation of the rights of another under Federal, State, or common law (See section 14411 et seq. Business and Professions Code)Publish: Mountain Views News/IDC	[583, 2219, 767, 2422]
notice-body: The following person(s) is (are) doing business as: ALL PURPOSE STAFFING AGENCY, 11616 HAWTHORNE BLVD SUITE 215, HAWTHORNE, CA 90250. Full name of registrant(s) is (are) COLLINS ONYEKWE, 11616 HAWTHORNE BLVD SUITE 215, HAWTHORNE, CA 90250. This Business is conducted by AN INDIVIDUAL. Signed: COLLINS ONYEKWE. This statement was filed with the County Clerk of Los Angeles County on 07/16/2021. The registrant(s) has (have) commenced to transact business under the fictitious business name or names listed above on N/A. NOTICE- This Fictitious Name Statement expires five years from the date it was filed in the office of the County Clerk. A new Fictitious Business Name Statement must be filed prior to that date. The filing of this statement does not of itself authorize the use in this state of a Fictitious Business Name in violation of the rights of another under Federal, State, or common law (See section 14411 et seq. Business and Professions Code)Publish: Mountain Views News/IDC	[10, 302, 194, 504]
notice-heading: FICTITIOUS BUSINESS NAME STATEMENT File No. 2021-158198	[391, 1005, 576, 1025]
legal-notice	[1157, 283, 1340, 526]
legal-notice	[200, 1949, 384, 2171]
notice-dates: Dates Pub: JULY 24, 31, AUG 7, 14, 2021	[583, 2422, 721, 2432]
notice-heading: FICTITIOUS BUSINESS NAME STATEMENT File No. 2021-161611	[966, 513, 1150, 533]
notice-heading: FICTITIOUS BUSINESS NAME STATEMENT File No. 2021-157293	[583, 1477, 767, 1497]
notice-heading: FICTITIOUS BUSINESS NAME STATEMENT File No. 2021-161415	[774, 523, 959, 544]
notice-heading: FICTITIOUS BUSINESS NAME STATEMENT File No. 2021-161780	[966, 974, 1150, 995]
notice-dates: Dates Pub: JULY 24, 31, AUG 7, 14, 2021	[200, 725, 338, 736]
legal-notice-continued	[200, 92, 384, 264]
notice-heading: FICTITIOUS BUSINESS NAME STATEMENT File No. 2021-158871	[774, 1958, 959, 1979]
legal-notice	[583, 283, 766, 515]
legal-notice	[583, 524, 766, 746]
notice-heading: FICTITIOUS BUSINESS NAME STATEMENT File No. 2021-161319	[583, 523, 767, 544]
legal-notice	[200, 1477, 384, 1709]
notice-heading: FICTITIOUS BUSINESS NAME STATEMENT File No. 2021-161322	[583, 1235, 767, 1256]
notice-body: is (are) WINDSOR BANNS COMPANY, 10061 RIVERSIDE DRIVE #731, TOLUCA LAKE, CA 91602. This Business is conducted by A LIMITED LIABILITY COMPANY. Signed: EVAN WINDSOR, MANAGER. This statement was filed with the County Clerk of Los Angeles County on 07/16/2021. The registrant(s) has (have) commenced to transact business under the fictitious business name or names listed above on N/A. NOTICE- This Fictitious Name Statement expires five years from the date it was filed in the office of the County Clerk. A new Fictitious Business Name Statement must be filed prior to that date. The filing of this statement does not of itself authorize the use in this state of a Fictitious Business Name in violation of the rights of another under Federal, State, or common law (See section 14411 et seq. Business and Professions Code)Publish: Mountain Views News/IDC	[966, 92, 1150, 264]
notice-body: The following person(s) is (are) doing business as: WELCH REAL ESTATE GROUP, 3913 OCANA AVE, LONG BEACH, CA 90808. Full name of registrant(s) is (are) MARGARET ANN WELCH, 3913 OCANA AVE, LONG BEACH, CA 90808. This Business is conducted by AN INDIVIDUAL. Signed: MARGARET ANN WELCH. This statement was filed with the County Clerk of Los Angeles County on 07/19/2021. The registrant(s) has (have) commenced to transact business under the fictitious business name or names listed above on N/A. NOTICE- This Fictitious Name Statement expires five years from the date it was filed in the office of the County Clerk. A new Fictitious Business Name Statement must be filed prior to that date. The filing of this statement does not of itself authorize the use in this state of a Fictitious Business Name in violation of the rights of another under Federal, State, or common law (See section 14411 et seq. Business and Professions Code)Publish: Mountain Views News/IDC	[774, 2230, 959, 2422]
notice-body: The following person(s) is (are) doing business as: GLAM BEAUTY BAR LA, 9021 FLORENCE AVE, DOWNEY, CA 90240. Full name of registrant(s) is (are) GLENDA MARISOL AREVALO, 9021 FLORENCE AVE, DOWNEY, CA 90240. This Business is conducted by AN INDIVIDUAL. Signed: GLENDA MARISOL AREVALO. This statement was filed with the County Clerk of Los Angeles County on 07/13/2021. The registrant(s) has (have) commenced to transact business under the fictitious business name or names listed above on N/A. NOTICE- This Fictitious Name Statement expires five years from the date it was filed in the office of the County Clerk. A new Fictitious Business Name Statement must be filed prior to that date. The filing of this statement does not of itself authorize the use in this state of a Fictitious Business Name in violation of the rights of another under Federal, State, or common law (See section 14411 et seq. Business and Professions Code)Publish: Mountain Views News/IDC	[200, 1015, 384, 1207]
notice-body: The following person(s) is (are) doing business as: LA CASITA DEL SABOR, 4501 E. GAGE AVE, BELL, CA 90201. Full name of registrant(s) is (are) LUZ MARIA CANO, 4501 E. GAGE AVE, BELL, CA 90201. This Business is conducted by AN INDIVIDUAL. Signed: LUZ MARIA CANO. This statement was filed with the County Clerk of Los Angeles County on 07/19/2021. The registrant(s) has (have) commenced to transact business under the fictitious business name or names listed above on N/A. NOTICE- This Fictitious Name Statement expires five years from the date it was filed in the office of the County Clerk. A new Fictitious Business Name Statement must be filed prior to that date. The filing of this statement does not of itself authorize the use in this state of a Fictitious Business Name in violation of the rights of another under Federal, State, or common law (See section 14411 et seq. Business and Professions Code)Publish: Mountain Views News/IDC	[966, 1969, 1150, 2161]
notice-heading: FICTITIOUS BUSINESS NAME STATEMENT File No. 2021-151573	[774, 282, 959, 303]
notice-dates: Dates Pub: JULY 24, 31, AUG 7, 14, 2021	[583, 735, 721, 745]
notice-dates: Dates Pub: JULY 24, 31, AUG 7, 14, 2021	[10, 1458, 148, 1468]
notice-body: The following person(s) is (are) doing business as: HUGO V HERNANDEZ TRUCKING, 3510 FRUITLAND AVE, MAYWOOD, CA 90270. Full name of registrant(s) is (are) HUGO VICENTE HERNANDEZ, 3510 FRUITLAND AVE, MAYWOOD, CA 90270. This Business is conducted by AN INDIVIDUAL. Signed: HUGO VICENTE HERNANDEZ. This statement was filed with the County Clerk of Los Angeles County on 07/13/2021. The registrant(s) has (have) commenced to transact business under the fictitious business name or names listed above on N/A. NOTICE- This Fictitious Name Statement expires five years from the date it was filed in the office of the County Clerk. A new Fictitious Business Name Statement must be filed prior to that date. The filing of this statement does not of itself authorize the use in this state of a Fictitious Business Name in violation of the rights of another under Federal, State, or common law (See section 14411 et seq. Business and Professions Code)Publish: Mountain Views News/IDC	[966, 1235, 1150, 1448]
notice-dates: Dates Pub: JULY 24, 31, AUG 7, 14, 2021	[966, 1930, 1104, 1940]
legal-notice-continued	[1157, 92, 1340, 274]
footer-segment: Fax: 626.609.3285	[771, 2556, 864, 2569]
notice-body: The following person(s) is (are) doing business as: J & R FAMILY TRUCKING, 10602 MATTOCK AVE, DOWNEY, CA 90241. Full name of registrant(s) is (are) JESUS MANUEL RUIZ, 10602 MATTOCK AVE, DOWNEY, CA 90241. This Business is conducted by AN INDIVIDUAL. Signed: JESUS MANUEL RUIZ. This statement was filed with the County Clerk of Los Angeles County on 07/15/2021. The registrant(s) has (have) commenced to transact business under the fictitious business name or names listed above on N/A. NOTICE- This Fictitious Name Statement expires five years from the date it was filed in the office of the County Clerk. A new Fictitious Business Name Statement must be filed prior to that date. The filing of this statement does not of itself authorize the use in this state of a Fictitious Business Name in violation of the rights of another under Federal, State, or common law (See section 14411 et seq. Business and Professions Code)Publish: Mountain Views News/IDC	[200, 1738, 384, 1930]
legal-notice	[10, 754, 193, 986]
notice-dates: Dates Pub: JULY 24, 31, AUG 7, 14, 2021	[10, 1698, 148, 1709]
notice-heading: FICTITIOUS BUSINESS NAME STATEMENT File No. 2021-161893	[966, 1949, 1150, 1969]
notice-dates: Dates Pub: JULY 24, 31, AUG 7, 14, 2021	[10, 976, 148, 987]
notice-dates: Dates Pub: JULY 24, 31, AUG 7, 14, 2021	[583, 2181, 721, 2191]
notice-column-7	[1157, 92, 1340, 2547]
notice-heading: FICTITIOUS BUSINESS NAME STATEMENT File No. 2021-160448	[966, 1215, 1150, 1236]
notice-heading: FICTITIOUS BUSINESS NAME STATEMENT File No. 2021-161440	[966, 282, 1150, 303]
notice-heading: FICTITIOUS BUSINESS NAME STATEMENT File No. 2021-159223	[200, 1949, 384, 1969]
page-header	[10, 1, 1340, 84]
notice-dates: Dates Pub: JULY 24, 31, AUG 7, 14, 2021	[391, 504, 529, 515]
notice-dates: Dates Pub: JULY 24, 31, AUG 7, 14, 2021	[1156, 1719, 1294, 1729]
notice-dates: Dates Pub: JULY 24, 31, AUG 7, 14, 2021	[200, 253, 338, 264]
footer-segment: Mountain Views News	[12, 2556, 126, 2569]
legal-notice-continued	[10, 92, 193, 274]
section-title: LEGAL NOTICES	[280, 5, 698, 59]
notice-body: The following person(s) is (are) doing business as: BTM STRIPES, 1301 W. COURT ST APT 105, LOS ANGELES, CA 90026. Full name of registrant(s) is (are) BRYAN TORRES MEJIA, 1301 W. COURT ST APT 105, LOS ANGELES, CA 90026. This Business is conducted by AN INDIVIDUAL. Signed: BRYAN TORRES MEJIA. This statement was filed with the County Clerk of Los Angeles County on 07/13/2021. The registrant(s) has (have) commenced to transact business under the fictitious business name or names listed above on N/A. NOTICE- This Fictitious Name Statement expires five years from the date it was filed in the office of the County Clerk. A new Fictitious Business Name Statement must be filed prior to that date. The filing of this statement does not of itself authorize the use in this state of a Fictitious Business Name in violation of the rights of another under Federal, State, or common law (See section 14411 et seq. Business and Professions Code)Publish: Mountain Views News/IDC	[10, 1015, 194, 1217]
notice-body: The following person(s) is (are) doing business as: NEW LABEL MUSIC, 2930 CALIFORNIA ST, WALNUT PARK, CA 90255. Full name of registrant(s) is (are) CESAR RICARDO CHAVEZ ORTIZ, 2930 CALIFORNIA ST, WALNUT PARK, CA 90255. This Business is conducted by AN INDIVIDUAL. Signed: CESAR RICARDO CHAVEZ ORTIZ. This statement was filed with the County Clerk of Los Angeles County on 07/16/2021. The registrant(s) has (have) commenced to transact business under the fictitious business name or names listed above on N/A. NOTICE- This Fictitious Name Statement expires five years from the date it was filed in the office of the County Clerk. A new Fictitious Business Name Statement must be filed prior to that date. The filing of this statement does not of itself authorize the use in this state of a Fictitious Business Name in violation of the rights of another under Federal, State, or common law (See section 14411 et seq. Business and Professions Code)Publish: Mountain Views News/IDC	[391, 1758, 576, 1960]
legal-notice	[966, 744, 1149, 967]
notice-body: The following person(s) is (are) doing business as: MS. JEFFREY'S LEARNING ACADEMY, 3863 S. WESTERN AVE, LOS ANGELES, CA 90062. Full name of registrant(s) is (are) JEFFREA NICOLE SIMS, 3863 S. WESTERN AVE, LOS ANGELES, CA 90062. This Business is conducted by AN INDIVIDUAL. Signed: JEFFREA NICOLE SIMS. This statement was filed with the County Clerk of Los Angeles County on 07/08/2021. The registrant(s) has (have) commenced to transact business under the fictitious business name or names listed above on N/A. NOTICE- This Fictitious Name Statement expires five years from the date it was filed in the office of the County Clerk. A new Fictitious Business Name Statement must be filed prior to that date. The filing of this statement does not of itself authorize the use in this state of a Fictitious Business Name in violation of the rights of another under Federal, State, or common law (See section 14411 et seq. Business and Professions Code)Publish: Mountain Views News/IDC	[391, 1517, 576, 1720]
notice-dates: Dates Pub: JULY 24, 31, AUG 7, 14, 2021	[966, 725, 1104, 736]
notice-dates: Dates Pub: JULY 24, 31, AUG 7, 14, 2021	[200, 1930, 338, 1940]
legal-notice	[10, 995, 193, 1228]
footer-segment: 80 W Sierra Madre Blvd. No. 327	[186, 2556, 358, 2569]
notice-heading: FICTITIOUS BUSINESS NAME STATEMENT File No. 2021-151922	[774, 1487, 959, 1508]
legal-notice	[966, 513, 1149, 736]
notice-heading: FICTITIOUS BUSINESS NAME STATEMENT File No. 2021-161954	[1156, 1979, 1340, 2000]
notice-body: The following person(s) is (are) doing business as: ZEN DEN YOGA & MASSAGE, 1414 FAIR OAKS AVE SUITE 9, SOUTH PASADENA, CA 91030. Full name of registrant(s) is (are) ZEN DEN WELLNESS LLC, 1414 FAIR OAKS AVE SUITE 9, SOUTH PASADENA, CA 91030. This Business is conducted by A LIMITED LIABILITY COMPANY. Signed: PRIYA NAIR, MANAGER. This statement was filed with the County Clerk of Los Angeles County on 07/13/2021. The registrant(s) has (have) commenced to transact business under the fictitious business name or names listed above on N/A. NOTICE- This Fictitious Name Statement expires five years from the date it was filed in the office of the County Clerk. A new Fictitious Business Name Statement must be filed prior to that date. The filing of this statement does not of itself authorize the use in this state of a Fictitious Business Name in violation of the rights of another under Federal, State, or common law (See section 14411 et seq. Business and Professions Code)Publish: Mountain Views News/IDC	[1156, 2239, 1340, 2452]
page-number: 15	[1291, 1, 1335, 50]
notice-heading: FICTITIOUS BUSINESS NAME STATEMENT File No. 2021-160294	[10, 2190, 194, 2210]
legal-notice	[1157, 2220, 1340, 2463]
notice-heading: FICTITIOUS BUSINESS NAME STATEMENT File No. 2021-159401	[10, 754, 194, 774]
notice-heading: FICTITIOUS BUSINESS NAME STATEMENT File No. 2021-160019	[10, 995, 194, 1016]
legal-notice	[200, 2180, 384, 2423]
legal-notice	[966, 1467, 1149, 1690]
notice-body: The following person(s) is (are) doing business as: KEYSTONE NOTARY & LIVE SCAN, 8510 RESEDA BLVD SUITE 8, NORTHRIDGE, CA 91324. Full name of registrant(s) is (are) KAREN LILIT MARTIROSYAN, 8510 RESEDA BLVD SUITE 8, NORTHRIDGE, CA 91324. This Business is conducted by AN INDIVIDUAL. Signed: KAREN LILIT MARTIROSYAN. This statement was filed with the County Clerk of Los Angeles County on 07/12/2021. The registrant(s) has (have) commenced to transact business under the fictitious business name or names listed above on N/A. NOTICE- This Fictitious Name Statement expires five years from the date it was filed in the office of the County Clerk. A new Fictitious Business Name Statement must be filed prior to that date. The filing of this statement does not of itself authorize the use in this state of a Fictitious Business Name in violation of the rights of another under Federal, State, or common law (See section 14411 et seq. Business and Professions Code)Publish: Mountain Views News/IDC	[966, 1718, 1150, 1930]
notice-dates: Dates Pub: JULY 24, 31, AUG 7, 14, 2021	[391, 1960, 529, 1971]
notice-body: The following person(s) is (are) doing business as: HEAVENLY HANDS MOBILE MASSAGE, 5731 PAINTER AVE UNIT B, WHITTIER, CA 90602. Full name of registrant(s) is (are) MARISOL GUZMAN PONCE, 5731 PAINTER AVE UNIT B, WHITTIER, CA 90602. This Business is conducted by AN INDIVIDUAL. Signed: MARISOL GUZMAN PONCE. This statement was filed with the County Clerk of Los Angeles County on 07/09/2021. The registrant(s) has (have) commenced to transact business under the fictitious business name or names listed above on N/A. NOTICE- This Fictitious Name Statement expires five years from the date it was filed in the office of the County Clerk. A new Fictitious Business Name Statement must be filed prior to that date. The filing of this statement does not of itself authorize the use in this state of a Fictitious Business Name in violation of the rights of another under Federal, State, or common law (See section 14411 et seq. Business and Professions Code)Publish: Mountain Views News/IDC	[200, 1497, 384, 1699]
notice-dates: Dates Pub: JULY 24, 31, AUG 7, 14, 2021	[391, 1237, 529, 1248]
notice-heading: FICTITIOUS BUSINESS NAME STATEMENT File No. 2021-160502	[200, 995, 384, 1016]
legal-notice	[775, 1246, 958, 1478]
legal-notice	[583, 1718, 766, 1950]
notice-body: The following person(s) is (are) doing business as: MILLENNIUM AUTO SPA, 7320 LAUREL CANYON BLVD, NORTH HOLLYWOOD, CA 91605. Full name of registrant(s) is (are) MILLENNIUM AUTO SPA LLC, 7320 LAUREL CANYON BLVD, NORTH HOLLYWOOD, CA 91605. This Business is conducted by A LIMITED LIABILITY COMPANY. Signed: ARAM SARKISYAN, MANAGER. This statement was filed with the County Clerk of Los Angeles County on 07/13/2021. The registrant(s) has (have) commenced to transact business under the fictitious business name or names listed above on N/A. NOTICE- This Fictitious Name Statement expires five years from the date it was filed in the office of the County Clerk. A new Fictitious Business Name Statement must be filed prior to that date. The filing of this statement does not of itself authorize the use in this state of a Fictitious Business Name in violation of the rights of another under Federal, State, or common law (See section 14411 et seq. Business and Professions Code)Publish: Mountain Views News/IDC	[966, 2199, 1150, 2412]
notice-dates: Dates Pub: JULY 24, 31, AUG 7, 14, 2021	[966, 956, 1104, 967]
notice-body: The following person(s) is (are) doing business as: SABOR A MI TAQUERIA, 6101 PACIFIC BLVD, HUNTINGTON PARK, CA 90255. Full name of registrant(s) is (are) MARIA DE JESUS ALVAREZ, 6101 PACIFIC BLVD, HUNTINGTON PARK, CA 90255. This Business is conducted by AN INDIVIDUAL. Signed: MARIA DE JESUS ALVAREZ. This statement was filed with the County Clerk of Los Angeles County on 07/16/2021. The registrant(s) has (have) commenced to transact business under the fictitious business name or names listed above on N/A. NOTICE- This Fictitious Name Statement expires five years from the date it was filed in the office of the County Clerk. A new Fictitious Business Name Statement must be filed prior to that date. The filing of this statement does not of itself authorize the use in this state of a Fictitious Business Name in violation of the rights of another under Federal, State, or common law (See section 14411 et seq. Business and Professions Code)Publish: Mountain Views News/IDC	[583, 1255, 767, 1459]
notice-dates: Dates Pub: JULY 24, 31, AUG 7, 14, 2021	[583, 1458, 721, 1468]
notice-body: The following person(s) is (are) doing business as: MARKY'S SPORTS MASSAGE, 5738 PAINTER AVE UNIT B, WHITTIER, CA 90602. Full name of registrant(s) is (are) MARK ANTHONY VILLALOBOS, 5738 PAINTER AVE UNIT B, WHITTIER, CA 90602. This Business is conducted by AN INDIVIDUAL. Signed: MARK ANTHONY VILLALOBOS. This statement was filed with the County Clerk of Los Angeles County on 07/09/2021. The registrant(s) has (have) commenced to transact business under the fictitious business name or names listed above on N/A. NOTICE- This Fictitious Name Statement expires five years from the date it was filed in the office of the County Clerk. A new Fictitious Business Name Statement must be filed prior to that date. The filing of this statement does not of itself authorize the use in this state of a Fictitious Business Name in violation of the rights of another under Federal, State, or common law (See section 14411 et seq. Business and Professions Code)Publish: Mountain Views News/IDC	[391, 1025, 576, 1237]
notice-dates: Dates Pub: JULY 24, 31, AUG 7, 14, 2021	[391, 2201, 529, 2212]
notice-dates: Dates Pub: JULY 24, 31, AUG 7, 14, 2021	[200, 1206, 338, 1217]
notice-dates: Dates Pub: JULY 24, 31, AUG 7, 14, 2021	[391, 1478, 529, 1488]
notice-dates: Dates Pub: JULY 24, 31, AUG 7, 14, 2021	[774, 2422, 912, 2432]
legal-notice	[392, 1497, 575, 1729]
notice-heading: FICTITIOUS BUSINESS NAME STATEMENT File No. 2021-161288	[10, 1477, 194, 1497]
notice-body: The following person(s) is (are) doing business as: TOP TIER SMOKE SHOP, 11100 GARVEY AVE UNIT D, EL MONTE, CA 91733. Full name of registrant(s) is (are) FADI YOUNAN, 11100 GARVEY AVE UNIT D, EL MONTE, CA 91733. This Business is conducted by AN INDIVIDUAL. Signed: FADI YOUNAN. This statement was filed with the County Clerk of Los Angeles County on 07/06/2021. The registrant(s) has (have) commenced to transact business under the fictitious business name or names listed above on N/A. NOTICE- This Fictitious Name Statement expires five years from the date it was filed in the office of the County Clerk. A new Fictitious Business Name Statement must be filed prior to that date. The filing of this statement does not of itself authorize the use in this state of a Fictitious Business Name in violation of the rights of another under Federal, State, or common law (See section 14411 et seq. Business and Professions Code)Publish: Mountain Views News/IDC	[774, 1507, 959, 1699]
notice-body: The following person(s) is (are) doing business as: SEAMLESS BEAUTY STUDIO, 8549 WILSHIRE BLVD #2042, BEVERLY HILLS, CA 90211. Full name of registrant(s) is (are) SIMONE LANDRY, 8549 WILSHIRE BLVD #2042, BEVERLY HILLS, CA 90211. This Business is conducted by AN INDIVIDUAL. Signed: SIMONE LANDRY. This statement was filed with the County Clerk of Los Angeles County on 07/19/2021. The registrant(s) has (have) commenced to transact business under the fictitious business name or names listed above on N/A. NOTICE- This Fictitious Name Statement expires five years from the date it was filed in the office of the County Clerk. A new Fictitious Business Name Statement must be filed prior to that date. The filing of this statement does not of itself authorize the use in this state of a Fictitious Business Name in violation of the rights of another under Federal, State, or common law (See section 14411 et seq. Business and Professions Code)Publish: Mountain Views News/IDC	[583, 1979, 767, 2181]
legal-notice	[10, 283, 193, 515]
footer-segment: Email: editor@mtnviewsnews.com	[925, 2556, 1104, 2569]
notice-heading: FICTITIOUS BUSINESS NAME STATEMENT File No. 2021-161740	[1156, 1005, 1340, 1025]
legal-notice	[583, 754, 766, 986]
notice-heading: FICTITIOUS BUSINESS NAME STATEMENT File No. 2021-151332	[200, 272, 384, 293]
notice-heading: FICTITIOUS BUSINESS NAME STATEMENT File No. 2021-161947	[966, 1466, 1150, 1487]
legal-notice	[392, 764, 575, 996]
notice-body: The following person(s) is (are) doing business as: RELIABLE APPLIANCE REPAIR PROS, 14545 VICTORY BLVD SUITE 210, VAN NUYS, CA 91411. Full name of registrant(s) is (are) RUBEN AVAGYAN, 14545 VICTORY BLVD SUITE 210, VAN NUYS, CA 91411. This Business is conducted by AN INDIVIDUAL. Signed: RUBEN AVAGYAN. This statement was filed with the County Clerk of Los Angeles County on 07/19/2021. The registrant(s) has (have) commenced to transact business under the fictitious business name or names listed above on N/A. NOTICE- This Fictitious Name Statement expires five years from the date it was filed in the office of the County Clerk. A new Fictitious Business Name Statement must be filed prior to that date. The filing of this statement does not of itself authorize the use in this state of a Fictitious Business Name in violation of the rights of another under Federal, State, or common law (See section 14411 et seq. Business and Professions Code)Publish: Mountain Views News/IDC	[1156, 1517, 1340, 1720]
notice-body: The following person(s) is (are) doing business as: MEMORY VAULT, 10061 RIVERSIDE DR #731, TOLUCA LAKE, CA 91602. Full name of registrant(s) is (are) WINDSOR BANNS COMPANY LLC, 10061 RIVERSIDE DR #731, TOLUCA LAKE, CA 91602. This Business is conducted by A LIMITED LIABILITY COMPANY. Signed: EVAN WINDSOR, MANAGER. This statement was filed with the County Clerk of Los Angeles County on 07/16/2021. The registrant(s) has (have) commenced to transact business under the fictitious business name or names listed above on N/A. NOTICE- This Fictitious Name Statement expires five years from the date it was filed in the office of the County Clerk. A new Fictitious Business Name Statement must be filed prior to that date. The filing of this statement does not of itself authorize the use in this state of a Fictitious Business Name in violation of the rights of another under Federal, State, or common law (See section 14411 et seq. Business and Professions Code)Publish: Mountain Views News/IDC	[391, 1276, 576, 1479]
notice-heading: FICTITIOUS BUSINESS NAME STATEMENT File No. 2021-161229	[774, 1005, 959, 1025]
notice-body: The following person(s) is (are) doing business as: GABY'S CATERING, 8030 STATE ST, HUNTINGTON PARK, CA 90255. Full name of registrant(s) is (are) GABRIELA MENDOZA LOPEZ, 8030 STATE ST, HUNTINGTON PARK, CA 90255. This Business is conducted by AN INDIVIDUAL. Signed: GABRIELA MENDOZA LOPEZ. This statement was filed with the County Clerk of Los Angeles County on 07/12/2021. The registrant(s) has (have) commenced to transact business under the fictitious business name or names listed above on N/A. NOTICE- This Fictitious Name Statement expires five years from the date it was filed in the office of the County Clerk. A new Fictitious Business Name Statement must be filed prior to that date. The filing of this statement does not of itself authorize the use in this state of a Fictitious Business Name in violation of the rights of another under Federal, State, or common law (See section 14411 et seq. Business and Professions Code)Publish: Mountain Views News/IDC	[200, 523, 384, 725]
notice-dates: Dates Pub: JULY 24, 31, AUG 7, 14, 2021	[200, 976, 338, 987]
notice-dates: Dates Pub: JULY 24, 31, AUG 7, 14, 2021	[774, 264, 912, 274]
legal-notice	[392, 1005, 575, 1248]
notice-body: is (are) POM POM PARADISE, 2176 COLORADO BLVD, LOS ANGELES, CA 90041. This Business is conducted by AN INDIVIDUAL. Signed: KELSEY MARIE DOYLE. This statement was filed with the County Clerk of Los Angeles County on 07/07/2021. The registrant(s) has (have) commenced to transact business under the fictitious business name or names listed above on N/A. NOTICE- This Fictitious Name Statement expires five years from the date it was filed in the office of the County Clerk. A new Fictitious Business Name Statement must be filed prior to that date. The filing of this statement does not of itself authorize the use in this state of a Fictitious Business Name in violation of the rights of another under Federal, State, or common law (See section 14411 et seq. Business and Professions Code)Publish: Mountain Views News/IDC	[583, 92, 767, 264]
legal-notice	[200, 503, 384, 736]
notice-body: The following person(s) is (are) doing business as: RC HANDYMAN SERVICES, 3318 SAN LUIS ST, SOUTH GATE, CA 90280. Full name of registrant(s) is (are) RAFAEL CUELLAR, 3318 SAN LUIS ST, SOUTH GATE, CA 90280. This Business is conducted by AN INDIVIDUAL. Signed: RAFAEL CUELLAR. This statement was filed with the County Clerk of Los Angeles County on 07/09/2021. The registrant(s) has (have) commenced to transact business under the fictitious business name or names listed above on N/A. NOTICE- This Fictitious Name Statement expires five years from the date it was filed in the office of the County Clerk. A new Fictitious Business Name Statement must be filed prior to that date. The filing of this statement does not of itself authorize the use in this state of a Fictitious Business Name in violation of the rights of another under Federal, State, or common law (See section 14411 et seq. Business and Professions Code)Publish: Mountain Views News/IDC	[966, 764, 1150, 956]
notice-body: The following person(s) is (are) doing business as: ANGEL LASHES, 1325 BUNBURY DR, WHITTIER, CA 90601. Full name of registrant(s) is (are) MARIA ANGELICA SOTO, 1325 BUNBURY DR, WHITTIER, CA 90601. This Business is conducted by AN INDIVIDUAL. Signed: MARIA ANGELICA SOTO. This statement was filed with the County Clerk of Los Angeles County on 07/06/2021. The registrant(s) has (have) commenced to transact business under the fictitious business name or names listed above on N/A. NOTICE- This Fictitious Name Statement expires five years from the date it was filed in the office of the County Clerk. A new Fictitious Business Name Statement must be filed prior to that date. The filing of this statement does not of itself authorize the use in this state of a Fictitious Business Name in violation of the rights of another under Federal, State, or common law (See section 14411 et seq. Business and Professions Code)Publish: Mountain Views News/IDC	[10, 543, 194, 736]
notice-dates: Dates Pub: JULY 24, 31, AUG 7, 14, 2021	[200, 2411, 338, 2422]
paper-name: Mountain View News	[1025, 61, 1157, 77]
notice-body: The following person(s) is (are) doing business as: PRO AUDIO LA, 7600 S. AVALON BLVD, LOS ANGELES, CA 90003. Full name of registrant(s) is (are) PROSOUND EQUIPMENT INC, 7600 S. AVALON BLVD, LOS ANGELES, CA 90003. This Business is conducted by A CORPORATION. Signed: DAVID AYALA, PRESIDENT. This statement was filed with the County Clerk of Los Angeles County on 07/07/2021. The registrant(s) has (have) commenced to transact business under the fictitious business name or names listed above on N/A. NOTICE- This Fictitious Name Statement expires five years from the date it was filed in the office of the County Clerk. A new Fictitious Business Name Statement must be filed prior to that date. The filing of this statement does not of itself authorize the use in this state of a Fictitious Business Name in violation of the rights of another under Federal, State, or common law (See section 14411 et seq. Business and Professions Code)Publish: Mountain Views News/IDC	[583, 302, 767, 504]
legal-notice	[966, 1216, 1149, 1459]
notice-dates: Dates Pub: JULY 24, 31, AUG 7, 14, 2021	[1156, 1960, 1294, 1971]
notice-body: The following person(s) is (are) doing business as: MARINA BAY REALTY, 13428 MAXELLA AVE #251, MARINA DEL REY, CA 90292. Full name of registrant(s) is (are) MARVIN JAY HALPERIN, 13428 MAXELLA AVE #251, MARINA DEL REY, CA 90292. This Business is conducted by AN INDIVIDUAL. Signed: MARVIN JAY HALPERIN. This statement was filed with the County Clerk of Los Angeles County on 07/16/2021. The registrant(s) has (have) commenced to transact business under the fictitious business name or names listed above on N/A. NOTICE- This Fictitious Name Statement expires five years from the date it was filed in the office of the County Clerk. A new Fictitious Business Name Statement must be filed prior to that date. The filing of this statement does not of itself authorize the use in this state of a Fictitious Business Name in violation of the rights of another under Federal, State, or common law (See section 14411 et seq. Business and Professions Code)Publish: Mountain Views News/IDC	[391, 785, 576, 987]
notice-dates: Dates Pub: JULY 24, 31, AUG 7, 14, 2021	[391, 264, 529, 274]
